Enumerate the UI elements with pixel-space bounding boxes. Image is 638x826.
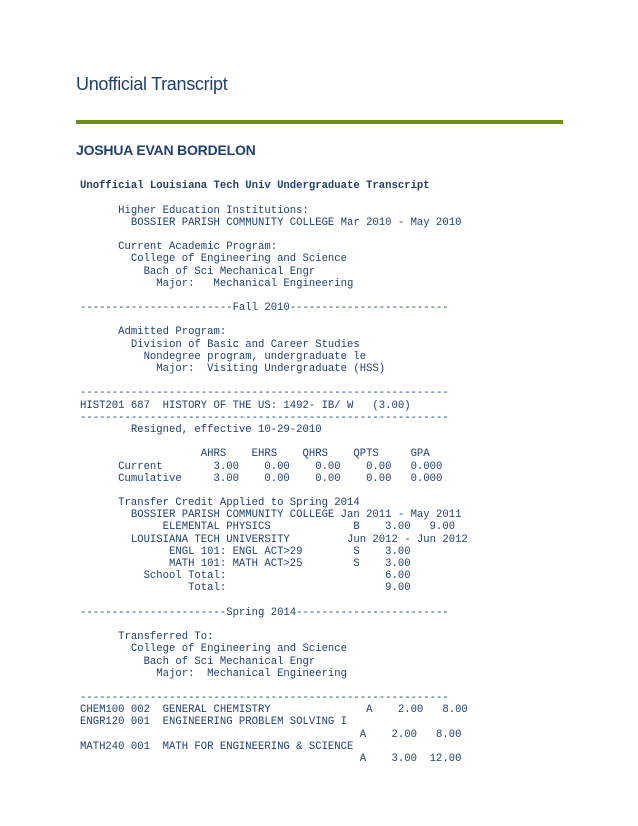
transcript-line: -----------------------Spring 2014------------------------ — [80, 606, 449, 619]
transcript-line: School Total: 6.00 — [80, 570, 411, 583]
transcript-line — [80, 192, 630, 204]
transcript-line: HIST201 687 HISTORY OF THE US: 1492- IB/ W (3.00) — [80, 399, 411, 412]
transcript-line: Major: Visiting Undergraduate (HSS) — [80, 363, 386, 375]
transcript-line: Higher Education Institutions: — [80, 204, 309, 217]
transcript-line: MATH240 001 MATH FOR ENGINEERING & SCIENCE — [80, 740, 354, 753]
transcript-line: AHRS EHRS QHRS QPTS GPA — [80, 448, 430, 461]
transcript-line: Current 3.00 0.00 0.00 0.00 0.000 — [80, 460, 443, 473]
transcript-line: ---------------------------------------------------------- — [80, 692, 449, 705]
transcript-line: BOSSIER PARISH COMMUNITY COLLEGE Mar 2010 - May 2010 — [80, 216, 462, 229]
transcript-line — [80, 619, 630, 631]
student-name: JOSHUA EVAN BORDELON — [76, 142, 256, 158]
transcript-line — [80, 680, 630, 692]
title-divider — [76, 120, 563, 124]
transcript-line: ---------------------------------------------------------- — [80, 411, 449, 424]
transcript-line — [80, 375, 630, 387]
transcript-line: College of Engineering and Science — [80, 643, 348, 656]
transcript-line: Transfer Credit Applied to Spring 2014 — [80, 497, 360, 510]
transcript-line: Resigned, effective 10-29-2010 — [80, 423, 322, 436]
transcript-line — [80, 168, 630, 180]
transcript-line: Admitted Program: — [80, 326, 227, 339]
transcript-line: College of Engineering and Science — [80, 253, 348, 266]
transcript-line: CHEM100 002 GENERAL CHEMISTRY A 2.00 8.00 — [80, 704, 468, 717]
transcript-line: ENGR120 001 ENGINEERING PROBLEM SOLVING I — [80, 716, 348, 729]
transcript-line — [80, 314, 630, 326]
transcript-line: BOSSIER PARISH COMMUNITY COLLEGE Jan 2011 - May 2011 — [80, 509, 462, 522]
transcript-line: Division of Basic and Career Studies — [80, 338, 360, 351]
transcript-line — [80, 229, 630, 241]
transcript-line — [80, 485, 630, 497]
transcript-line: ------------------------Fall 2010------------------------- — [80, 302, 449, 315]
transcript-line: Current Academic Program: — [80, 241, 278, 254]
transcript-line: A 3.00 12.00 — [80, 753, 462, 765]
transcript-line: Bach of Sci Mechanical Engr — [80, 655, 316, 668]
transcript-line: A 2.00 8.00 — [80, 728, 462, 741]
transcript-line: Cumulative 3.00 0.00 0.00 0.00 0.000 — [80, 472, 443, 485]
transcript-line — [80, 436, 630, 448]
page-title: Unofficial Transcript — [76, 74, 228, 94]
transcript-line: ELEMENTAL PHYSICS B 3.00 9.00 — [80, 521, 456, 534]
transcript-line: Major: Mechanical Engineering — [80, 277, 354, 290]
transcript-line: LOUISIANA TECH UNIVERSITY Jun 2012 - Jun 2012 — [80, 533, 468, 546]
transcript-line: ENGL 101: ENGL ACT>29 S 3.00 — [80, 545, 411, 558]
transcript-line: Transferred To: — [80, 631, 214, 644]
transcript-line: Total: 9.00 — [80, 582, 411, 595]
transcript-line — [80, 290, 630, 302]
transcript-line: ---------------------------------------------------------- — [80, 387, 449, 400]
transcript-line: Nondegree program, undergraduate le — [80, 350, 367, 363]
transcript-line: MATH 101: MATH ACT>25 S 3.00 — [80, 558, 411, 570]
transcript-line: Bach of Sci Mechanical Engr — [80, 265, 316, 278]
transcript-line — [80, 595, 630, 607]
transcript-body — [80, 168, 630, 765]
transcript-line: Major: Mechanical Engineering — [80, 667, 348, 680]
transcript-heading: Unofficial Louisiana Tech Univ Undergraduate Transcript — [80, 180, 430, 193]
